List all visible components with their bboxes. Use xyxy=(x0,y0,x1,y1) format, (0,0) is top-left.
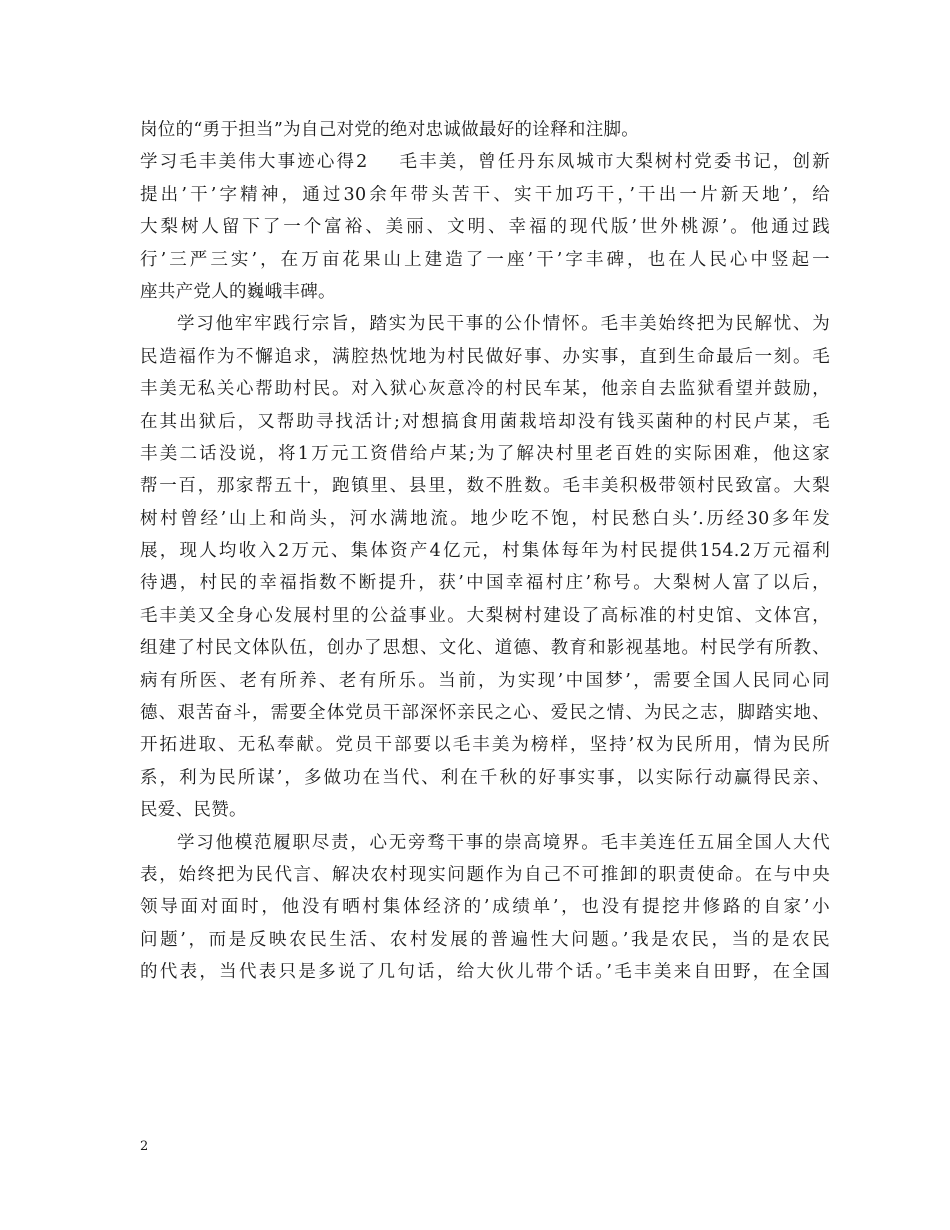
text-line: 开拓进取、无私奉献。党员干部要以毛丰美为榜样，坚持’权为民所用，情为民所 xyxy=(140,735,830,756)
text-line: 学习他牢牢践行宗旨，踏实为民干事的公仆情怀。毛丰美始终把为民解忧、为 xyxy=(177,314,830,335)
page-number: 2 xyxy=(140,1139,149,1154)
text-line: 座共产党人的巍峨丰碑。 xyxy=(140,281,336,302)
section-lead: 毛丰美，曾任丹东凤城市大梨树村党委书记，创新 xyxy=(397,152,830,173)
text-line: 提出’干’字精神，通过30余年带头苦干、实干加巧干，’干出一片新天地’，给 xyxy=(140,184,830,205)
text-line: 系，利为民所谋’，多做功在当代、利在千秋的好事实事，以实际行动赢得民亲、 xyxy=(140,767,830,788)
body-text xyxy=(140,114,830,989)
section-title: 学习毛丰美伟大事迹心得2 xyxy=(140,152,368,173)
text-line: 民造福作为不懈追求，满腔热忱地为村民做好事、办实事，直到生命最后一刻。毛 xyxy=(140,346,830,367)
text-line: 表，始终把为民代言、解决农村现实问题作为自己不可推卸的职责使命。在与中央 xyxy=(140,864,830,885)
text-line: 待遇，村民的幸福指数不断提升，获’中国幸福村庄’称号。大梨树人富了以后， xyxy=(140,573,830,594)
text-line: 在其出狱后，又帮助寻找活计;对想搞食用菌栽培却没有钱买菌种的村民卢某，毛 xyxy=(140,411,830,432)
text-line: 树村曾经’山上和尚头，河水满地流。地少吃不饱，村民愁白头’.历经30多年发 xyxy=(140,508,830,529)
text-line: 毛丰美又全身心发展村里的公益事业。大梨树村建设了高标准的村史馆、文体宫， xyxy=(140,605,830,626)
text-line: 组建了村民文体队伍，创办了思想、文化、道德、教育和影视基地。村民学有所教、 xyxy=(140,638,830,659)
text-line: 病有所医、老有所养、老有所乐。当前，为实现’中国梦’，需要全国人民同心同 xyxy=(140,670,830,691)
text-line: 学习他模范履职尽责，心无旁骛干事的崇高境界。毛丰美连任五届全国人大代 xyxy=(177,832,830,853)
text-line: 民爱、民赞。 xyxy=(140,800,247,821)
text-line: 大梨树人留下了一个富裕、美丽、文明、幸福的现代版’世外桃源’。他通过践 xyxy=(140,217,830,238)
text-line: 行’三严三实’，在万亩花果山上建造了一座’干’字丰碑，也在人民心中竖起一 xyxy=(140,249,830,270)
text-line: 的代表，当代表只是多说了几句话，给大伙儿带个话。’毛丰美来自田野，在全国 xyxy=(140,962,830,983)
text-line: 展，现人均收入2万元、集体资产4亿元，村集体每年为村民提供154.2万元福利 xyxy=(140,541,830,562)
text-line: 帮一百，那家帮五十，跑镇里、县里，数不胜数。毛丰美积极带领村民致富。大梨 xyxy=(140,476,830,497)
text-line xyxy=(140,146,830,178)
text-line: 问题’，而是反映农民生活、农村发展的普遍性大问题。’我是农民，当的是农民 xyxy=(140,929,830,950)
text-line: 丰美无私关心帮助村民。对入狱心灰意冷的村民车某，他亲自去监狱看望并鼓励， xyxy=(140,379,830,400)
text-line: 岗位的“勇于担当”为自己对党的绝对忠诚做最好的诠释和注脚。 xyxy=(140,120,640,140)
text-line: 丰美二话没说，将1万元工资借给卢某;为了解决村里老百姓的实际困难，他这家 xyxy=(140,443,830,464)
text-line: 德、艰苦奋斗，需要全体党员干部深怀亲民之心、爱民之情、为民之志，脚踏实地、 xyxy=(140,703,830,724)
text-line: 领导面对面时，他没有晒村集体经济的’成绩单’，也没有提挖井修路的自家’小 xyxy=(140,897,830,918)
